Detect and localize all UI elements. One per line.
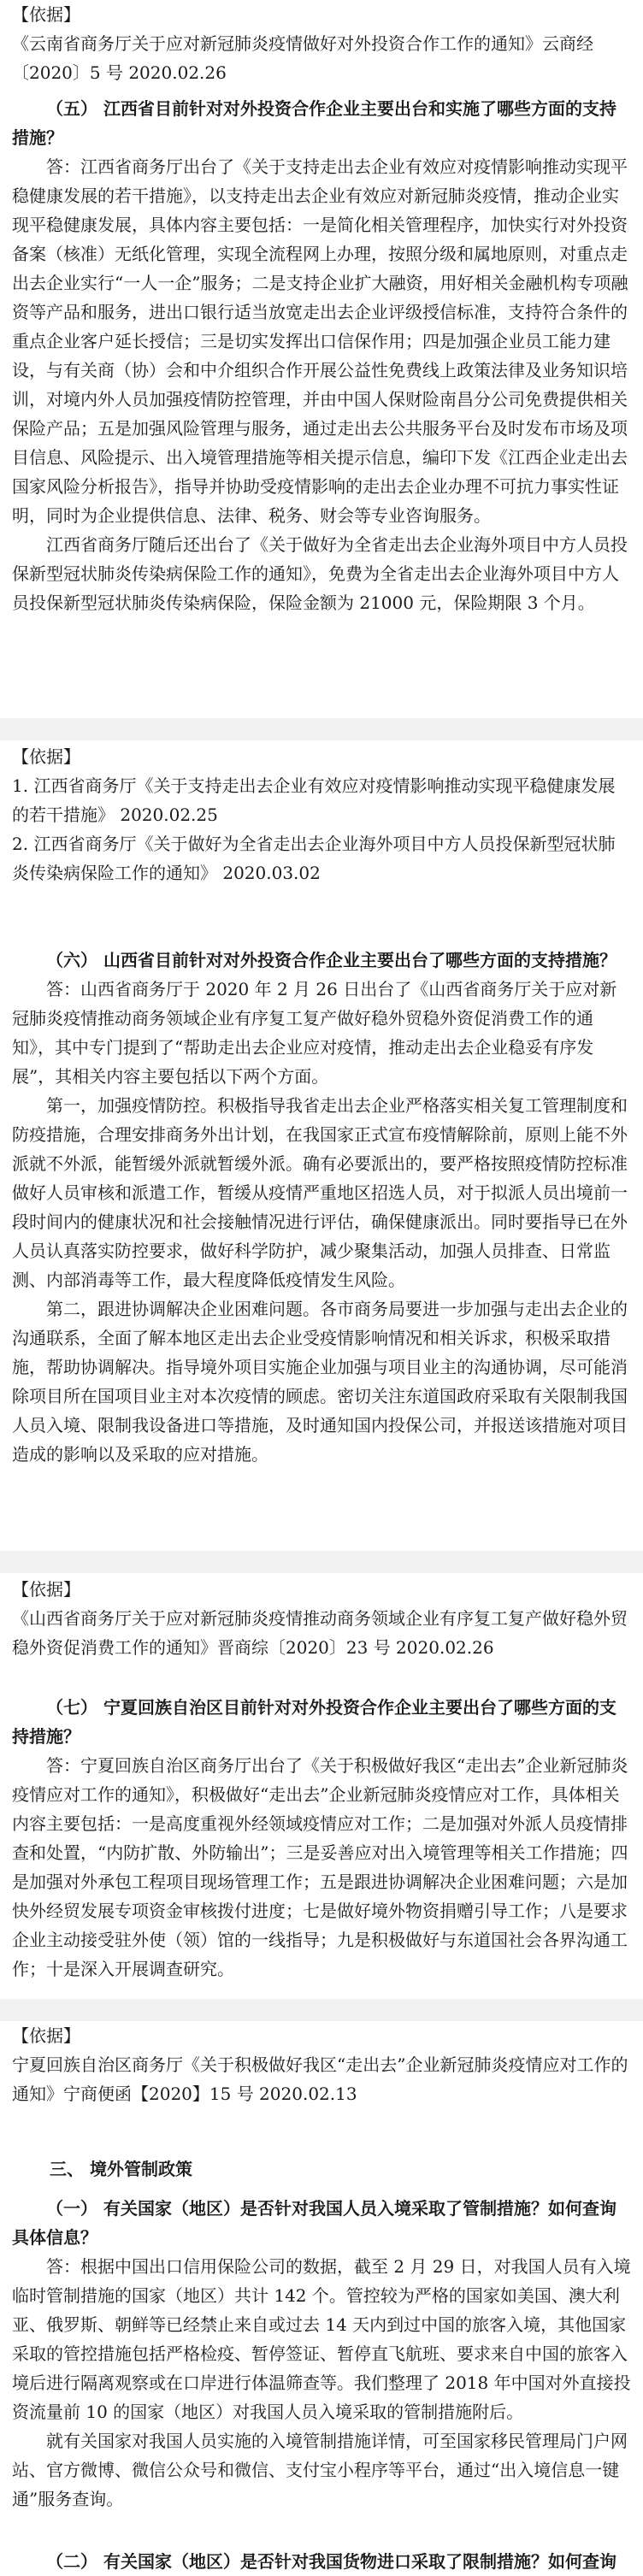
answer-paragraph: 第二，跟进协调解决企业困难问题。各市商务局要进一步加强与走出去企业的沟通联系，全面了解本地区走出去企业受疫情影响情况和相关诉求，积极采取措施，帮助协调解决。指导境外项目实施企业加强与项目业主的沟通协调，尽可能消除项目所在国项目业主对本次疫情的顾虑。密切关注东道国政府采取有关限制我国人员入境、限制我设备进口等措施，及时通知国内投保公司，并报送该措施对项目造成的影响以及采取的应对措施。 bbox=[12, 1299, 628, 1465]
basis-label: 【依据】 bbox=[12, 746, 80, 767]
basis-source: 《山西省商务厅关于应对新冠肺炎疫情推动商务领域企业有序复工复产做好稳外贸稳外资促消费工作的通知》晋商综〔2020〕23 号 2020.02.26 bbox=[12, 1608, 628, 1658]
basis-label: 【依据】 bbox=[12, 4, 80, 25]
question-heading bbox=[0, 2194, 643, 2252]
section-heading: 三、 境外管制政策 bbox=[50, 2159, 192, 2179]
basis-item: 2. 江西省商务厅《关于做好为全省走出去企业海外项目中方人员投保新型冠状肺炎传染病保险工作的通知》 2020.03.02 bbox=[12, 834, 616, 883]
question-number: （一） bbox=[46, 2198, 97, 2219]
answer-paragraph: 答：山西省商务厅于 2020 年 2 月 26 日出台了《山西省商务厅关于应对新冠肺炎疫情推动商务领域企业有序复工复产做好稳外贸稳外资促消费工作的通知》，其中专门提到了“帮助走出去企业应对疫情，推动走出去企业稳妥有序发展”，其相关内容主要包括以下两个方面。 bbox=[12, 979, 617, 1087]
basis-item: 1. 江西省商务厅《关于支持走出去企业有效应对疫情影响推动实现平稳健康发展的若干措施》 2020.02.25 bbox=[12, 775, 616, 825]
basis-label: 【依据】 bbox=[12, 2025, 80, 2046]
basis-source: 宁夏回族自治区商务厅《关于积极做好我区“走出去”企业新冠肺炎疫情应对工作的通知》宁商便函【2020】15 号 2020.02.13 bbox=[12, 2054, 628, 2104]
answer-paragraph: 江西省商务厅随后还出台了《关于做好为全省走出去企业海外项目中方人员投保新型冠状肺炎传染病保险工作的通知》，免费为全省走出去企业海外项目中方人员投保新型冠状肺炎传染病保险，保险金额为 21000 元，保险期限 3 个月。 bbox=[12, 534, 628, 613]
question-title: 宁夏回族自治区目前针对对外投资合作企业主要出台了哪些方面的支持措施？ bbox=[12, 1697, 616, 1747]
question-heading bbox=[0, 2547, 643, 2576]
question-title: 江西省目前针对对外投资合作企业主要出台和实施了哪些方面的支持措施？ bbox=[12, 98, 616, 148]
basis-label: 【依据】 bbox=[12, 1579, 80, 1600]
question-heading bbox=[0, 946, 643, 975]
section-divider bbox=[0, 718, 643, 740]
section-divider bbox=[0, 1999, 643, 2021]
question-number: （二） bbox=[46, 2551, 97, 2572]
basis-source: 《云南省商务厅关于应对新冠肺炎疫情做好对外投资合作工作的通知》云商经〔2020〕5 号 2020.02.26 bbox=[12, 33, 593, 83]
question-number: （五） bbox=[46, 98, 97, 119]
answer-paragraph: 就有关国家对我国人员实施的入境管制措施详情，可至国家移民管理局门户网站、官方微博、微信公众号和微信、支付宝小程序等平台，通过“出入境信息一键通”服务查询。 bbox=[12, 2431, 628, 2509]
question-title: 有关国家（地区）是否针对我国货物进口采取了限制措施？如何查询 bbox=[103, 2551, 616, 2572]
question-heading bbox=[0, 94, 643, 152]
question-number: （六） bbox=[46, 950, 97, 970]
answer-paragraph: 答：宁夏回族自治区商务厅出台了《关于积极做好我区“走出去”企业新冠肺炎疫情应对工作的通知》，积极做好“走出去”企业新冠肺炎疫情应对工作，具体相关内容主要包括：一是高度重视外经领域疫情应对工作；二是加强对外派人员疫情排查和处置，“内防扩散、外防输出”；三是妥善应对出入境管理等相关工作措施；四是加强对外承包工程项目现场管理工作；五是跟进协调解决企业困难问题；六是加快外经贸发展专项资金审核拨付进度；七是做好境外物资捐赠引导工作；八是要求企业主动接受驻外使（领）馆的一线指导；九是积极做好与东道国社会各界沟通工作；十是深入开展调查研究。 bbox=[12, 1755, 628, 1979]
question-title: 山西省目前针对对外投资合作企业主要出台了哪些方面的支持措施？ bbox=[103, 950, 616, 970]
answer-paragraph: 答：江西省商务厅出台了《关于支持走出去企业有效应对疫情影响推动实现平稳健康发展的若干措施》，以支持走出去企业有效应对新冠肺炎疫情，推动企业实现平稳健康发展，具体内容主要包括：一是简化相关管理程序，加快实行对外投资备案（核准）无纸化管理，实现全流程网上办理，按照分级和属地原则，对重点走出去企业实行“一人一企”服务；二是支持企业扩大融资，用好相关金融机构专项融资等产品和服务，进出口银行适当放宽走出去企业评级授信标准，支持符合条件的重点企业客户延长授信；三是切实发挥出口信保作用；四是加强企业员工能力建设，与有关商（协）会和中介组织合作开展公益性免费线上政策法律及业务知识培训，对境内外人员加强疫情防控管理，并由中国人保财险南昌分公司免费提供相关保险产品；五是加强风险管理与服务，通过走出去公共服务平台及时发布市场及项目信息、风险提示、出入境管理措施等相关提示信息，编印下发《江西企业走出去国家风险分析报告》，指导并协助受疫情影响的走出去企业办理不可抗力事实性证明，同时为企业提供信息、法律、税务、财会等专业咨询服务。 bbox=[12, 156, 628, 526]
question-heading bbox=[0, 1693, 643, 1751]
question-title: 有关国家（地区）是否针对我国人员入境采取了管制措施？如何查询具体信息？ bbox=[12, 2198, 616, 2248]
question-number: （七） bbox=[46, 1697, 97, 1718]
answer-paragraph: 答：根据中国出口信用保险公司的数据，截至 2 月 29 日，对我国人员有入境临时管制措施的国家（地区）共计 142 个。管控较为严格的国家如美国、澳大利亚、俄罗斯、朝鲜等已经禁止来自或过去 14 天内到过中国的旅客入境，其他国家采取的管控措施包括严格检疫、暂停签证、暂停直飞航班、要求来自中国的旅客入境后进行隔离观察或在口岸进行体温筛查等。我们整理了 2018 年中国对外直接投资流量前 10 的国家（地区）对我国人员入境采取的管制措施附后。 bbox=[12, 2256, 631, 2422]
answer-paragraph: 第一，加强疫情防控。积极指导我省走出去企业严格落实相关复工管理制度和防疫措施，合理安排商务外出计划，在我国家正式宣布疫情解除前，原则上能不外派就不外派，能暂缓外派就暂缓外派。确有必要派出的，要严格按照疫情防控标准做好人员审核和派遣工作，暂缓从疫情严重地区招选人员，对于拟派人员出境前一段时间内的健康状况和社会接触情况进行评估，确保健康派出。同时要指导已在外人员认真落实防控要求，做好科学防护，减少聚集活动，加强人员排查、日常监测、内部消毒等工作，最大程度降低疫情发生风险。 bbox=[12, 1095, 628, 1290]
section-divider bbox=[0, 1551, 643, 1573]
